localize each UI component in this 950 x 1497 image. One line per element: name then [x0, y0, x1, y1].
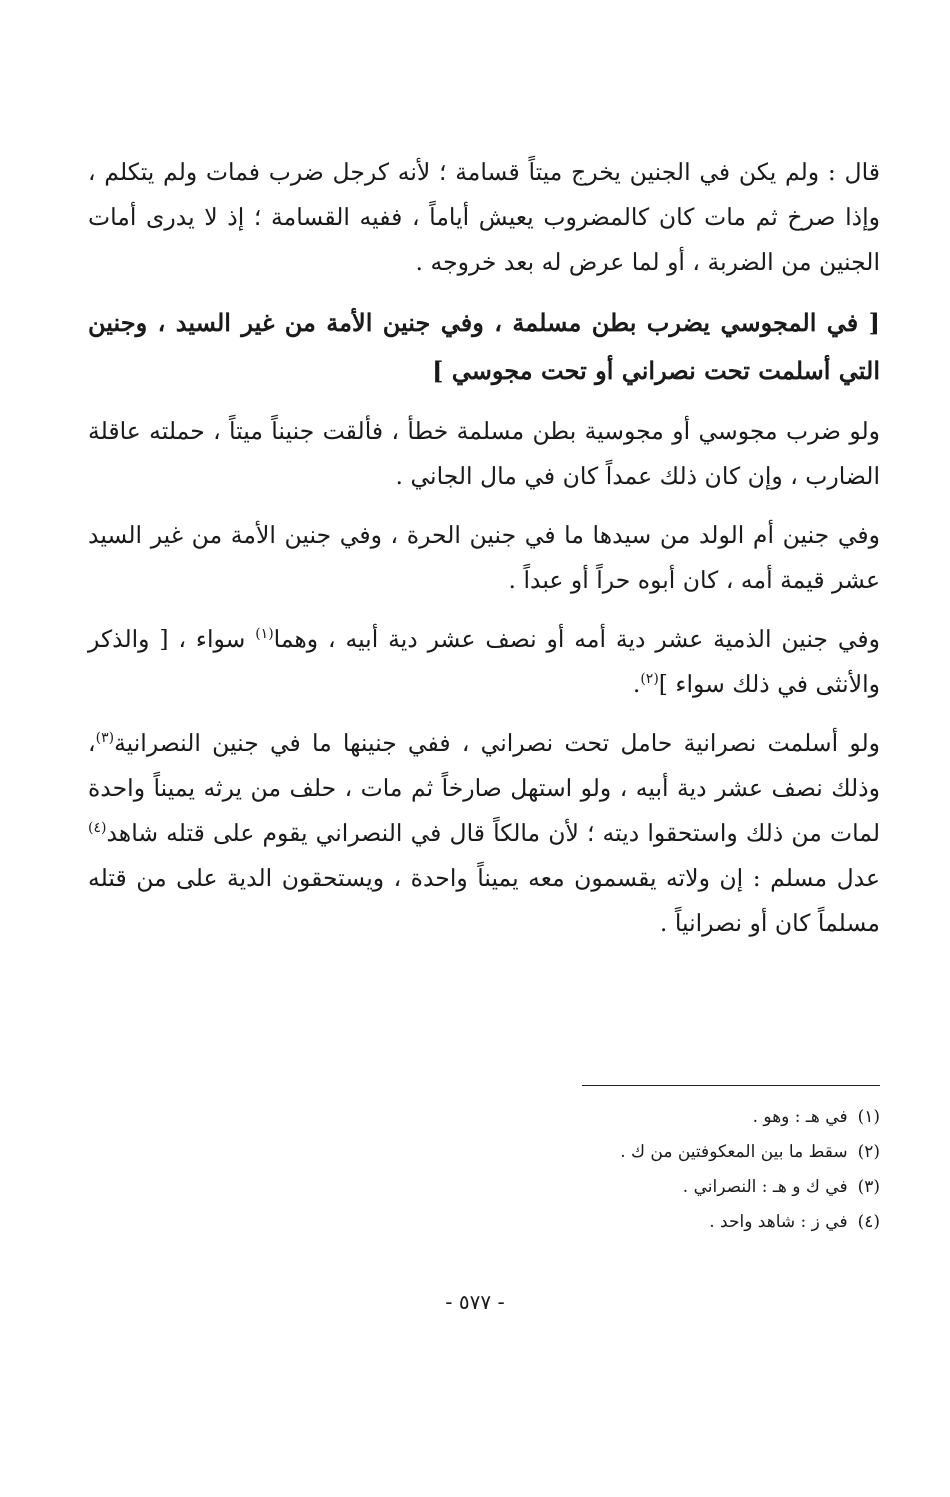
paragraph-4-text-a: وفي جنين الذمية عشر دية أمه أو نصف عشر دية أبيه ، وهما — [273, 625, 880, 653]
page-number: - ٥٧٧ - — [445, 1290, 505, 1314]
paragraph-2: ولو ضرب مجوسي أو مجوسية بطن مسلمة خطأ ، فألقت جنيناً ميتاً ، حملته عاقلة الضارب ، وإن كان ذلك عمداً كان في مال الجاني . — [88, 417, 880, 490]
section-heading: [ في المجوسي يضرب بطن مسلمة ، وفي جنين الأمة من غير السيد ، وجنين التي أسلمت تحت نصراني أو تحت مجوسي ] — [88, 308, 880, 385]
footnote-1 — [380, 1100, 880, 1135]
paragraph-4 — [88, 617, 880, 707]
footnote-number: (٤) — [857, 1212, 880, 1232]
footnote-3 — [380, 1170, 880, 1205]
footnote-divider — [582, 1085, 880, 1086]
footnote-number: (٣) — [857, 1177, 880, 1197]
paragraph-5-text-c: عدل مسلم : إن ولاته يقسمون معه يميناً واحدة ، ويستحقون الدية على من قتله مسلماً كان أو نصرانياً . — [88, 864, 880, 937]
footnote-ref-4[interactable]: (٤) — [88, 820, 107, 837]
paragraph-4-text-c: . — [632, 670, 641, 698]
paragraph-1-text: قال : ولم يكن في الجنين يخرج ميتاً قسامة ؛ لأنه كرجل ضرب فمات ولم يتكلم ، وإذا صرخ ثم مات كان كالمضروب يعيش أياماً ، ففيه القسامة ؛ إذ لا يدرى أمات الجنين من الضربة ، أو لما عرض له بعد خروجه . — [88, 158, 880, 276]
footnotes — [380, 1100, 880, 1240]
footnote-ref-1[interactable]: (١) — [255, 626, 274, 643]
footnote-ref-3[interactable]: (٣) — [95, 730, 115, 747]
footnote-number: (١) — [857, 1107, 880, 1127]
paragraph-5-text-b: ، وذلك نصف عشر دية أبيه ، ولو استهل صارخاً ثم مات ، حلف من يرثه يميناً واحدة لمات من ذلك واستحقوا ديته ؛ لأن مالكاً قال في النصراني يقوم على قتله شاهد — [88, 729, 880, 847]
page-body — [88, 150, 880, 960]
paragraph-5-text-a: ولو أسلمت نصرانية حامل تحت نصراني ، ففي جنينها ما في جنين النصرانية — [114, 729, 880, 757]
paragraph-5 — [88, 721, 880, 946]
paragraph-1 — [88, 150, 880, 285]
footnote-number: (٢) — [857, 1142, 880, 1162]
footnote-text: سقط ما بين المعكوفتين من ك . — [620, 1142, 848, 1162]
paragraph-4-text-b: سواء ، [ والذكر والأنثى في ذلك سواء ] — [88, 625, 880, 698]
footnote-ref-2[interactable]: (٢) — [640, 671, 659, 688]
footnote-text: في ز : شاهد واحد . — [709, 1212, 848, 1232]
footnote-4 — [380, 1205, 880, 1240]
footnote-text: في هـ : وهو . — [752, 1107, 848, 1127]
footnote-text: في ك و هـ : النصراني . — [682, 1177, 848, 1197]
footnote-2 — [380, 1135, 880, 1170]
paragraph-3: وفي جنين أم الولد من سيدها ما في جنين الحرة ، وفي جنين الأمة من غير السيد عشر قيمة أمه ، كان أبوه حراً أو عبداً . — [88, 521, 880, 594]
